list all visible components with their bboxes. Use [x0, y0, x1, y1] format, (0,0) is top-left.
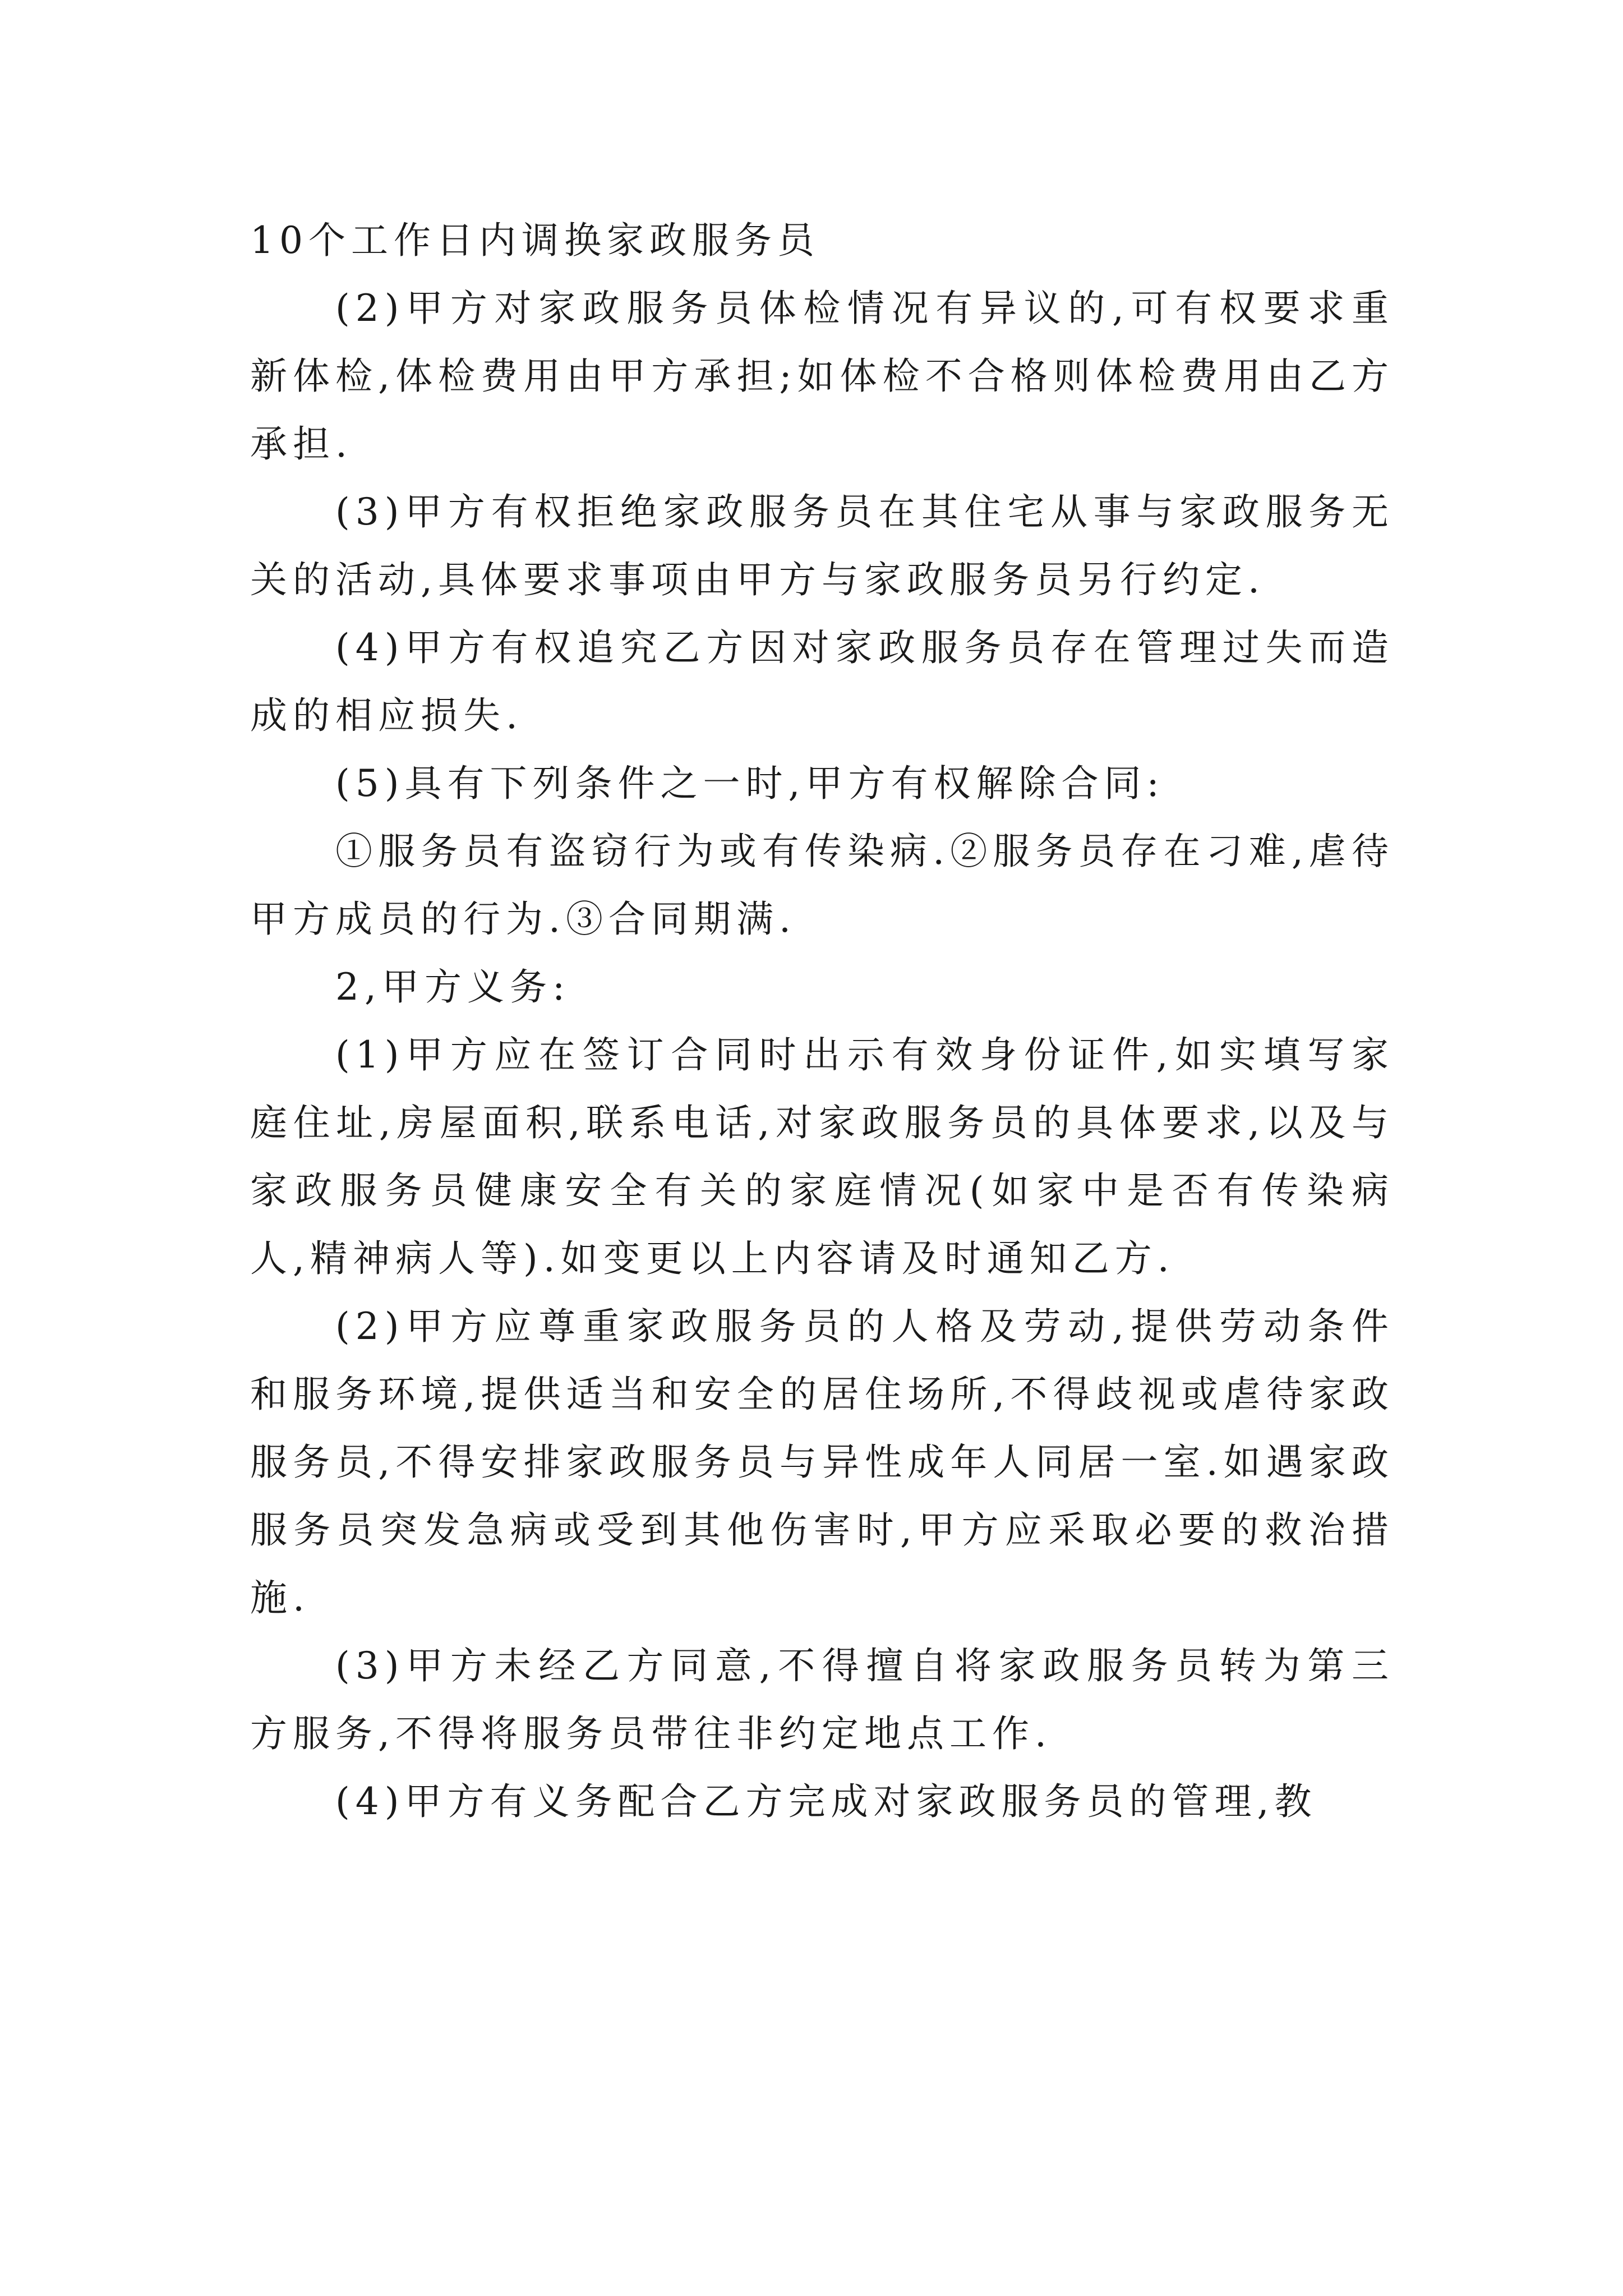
paragraph-clause-3: (3)甲方有权拒绝家政服务员在其住宅从事与家政服务无关的活动,具体要求事项由甲方与家政服务员另行约定.: [250, 490, 1394, 601]
paragraph-obligation-4: (4)甲方有义务配合乙方完成对家政服务员的管理,教: [335, 1780, 1317, 1823]
paragraph-clause-5: (5)具有下列条件之一时,甲方有权解除合同:: [335, 762, 1165, 805]
paragraph-obligation-3: (3)甲方未经乙方同意,不得擅自将家政服务员转为第三方服务,不得将服务员带往非约定地点工作.: [250, 1644, 1394, 1755]
paragraph-obligation-2: (2)甲方应尊重家政服务员的人格及劳动,提供劳动条件和服务环境,提供适当和安全的居住场所,不得歧视或虐待家政服务员,不得安排家政服务员与异性成年人同居一室.如遇家政服务员突发急病或受到其他伤害时,甲方应采取必要的救治措施.: [250, 1305, 1394, 1619]
document-body: [250, 206, 1394, 1835]
paragraph-continuation: 10个工作日内调换家政服务员: [250, 219, 820, 262]
paragraph-obligation-1: (1)甲方应在签订合同时出示有效身份证件,如实填写家庭住址,房屋面积,联系电话,对家政服务员的具体要求,以及与家政服务员健康安全有关的家庭情况(如家中是否有传染病人,精神病人等).如变更以上内容请及时通知乙方.: [250, 1033, 1394, 1280]
paragraph-termination-conditions: ①服务员有盗窃行为或有传染病.②服务员存在刁难,虐待甲方成员的行为.③合同期满.: [250, 830, 1394, 941]
paragraph-clause-2: (2)甲方对家政服务员体检情况有异议的,可有权要求重新体检,体检费用由甲方承担;如体检不合格则体检费用由乙方承担.: [250, 287, 1394, 466]
section-heading-party-a-obligations: 2,甲方义务:: [335, 965, 571, 1009]
paragraph-clause-4: (4)甲方有权追究乙方因对家政服务员存在管理过失而造成的相应损失.: [250, 626, 1394, 737]
